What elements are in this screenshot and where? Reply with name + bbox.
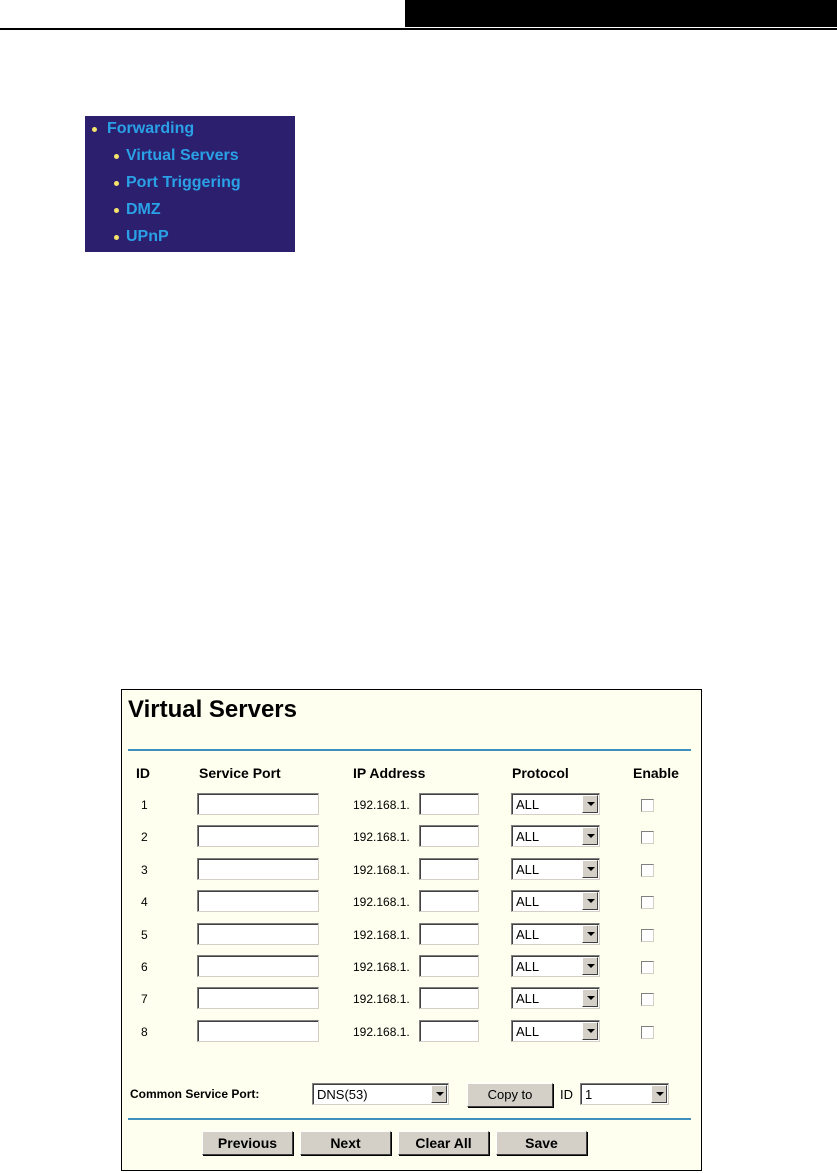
ip-suffix-input[interactable] (419, 987, 479, 1009)
next-button[interactable]: Next (300, 1131, 391, 1155)
protocol-select[interactable] (511, 987, 600, 1009)
enable-checkbox[interactable] (641, 961, 654, 974)
enable-checkbox[interactable] (641, 1026, 654, 1039)
bullet-icon (114, 208, 119, 213)
service-port-input[interactable] (197, 890, 319, 912)
page-title: Virtual Servers (128, 696, 297, 723)
ip-suffix-input[interactable] (419, 825, 479, 847)
service-port-input[interactable] (197, 825, 319, 847)
chevron-down-icon[interactable] (582, 957, 598, 975)
bullet-icon (114, 181, 119, 186)
copy-to-id-select[interactable] (580, 1083, 669, 1105)
divider (128, 749, 691, 751)
select-value: ALL (516, 959, 540, 974)
header-protocol: Protocol (512, 765, 569, 781)
bullet-icon (114, 154, 119, 159)
row-id: 2 (141, 830, 148, 845)
service-port-input[interactable] (197, 923, 319, 945)
chevron-down-icon[interactable] (582, 892, 598, 910)
ip-prefix: 192.168.1. (353, 798, 410, 812)
previous-button[interactable]: Previous (202, 1131, 293, 1155)
bullet-icon (114, 235, 119, 240)
select-value: ALL (516, 894, 540, 910)
protocol-select[interactable] (511, 858, 600, 880)
select-value: ALL (516, 1023, 540, 1039)
ip-prefix: 192.168.1. (353, 830, 410, 845)
service-port-input[interactable] (197, 1020, 319, 1042)
menu-item-label: UPnP (126, 228, 169, 245)
enable-checkbox[interactable] (641, 864, 654, 877)
row-id: 3 (141, 862, 148, 877)
select-value: ALL (516, 861, 540, 877)
chevron-down-icon[interactable] (431, 1085, 447, 1103)
ip-suffix-input[interactable] (419, 793, 479, 815)
ip-prefix: 192.168.1. (353, 960, 410, 974)
chevron-down-icon[interactable] (582, 795, 598, 813)
header-enable: Enable (633, 765, 679, 781)
menu-item-label: Port Triggering (126, 174, 241, 191)
row-id: 6 (141, 960, 148, 974)
enable-checkbox[interactable] (641, 896, 654, 909)
page-header-rule (0, 28, 837, 30)
row-id: 1 (141, 798, 148, 812)
protocol-select[interactable] (511, 955, 600, 977)
table-row (122, 824, 701, 850)
service-port-input[interactable] (197, 955, 319, 977)
protocol-select[interactable] (511, 1020, 600, 1042)
page-header-bar (405, 0, 837, 27)
enable-checkbox[interactable] (641, 993, 654, 1006)
ip-suffix-input[interactable] (419, 923, 479, 945)
common-service-port-label: Common Service Port: (130, 1087, 260, 1101)
ip-prefix: 192.168.1. (353, 927, 410, 942)
header-ip-address: IP Address (353, 765, 426, 781)
protocol-select[interactable] (511, 890, 600, 912)
divider (128, 1118, 691, 1120)
protocol-select[interactable] (511, 923, 600, 945)
ip-prefix: 192.168.1. (353, 895, 410, 910)
table-row (122, 954, 701, 980)
service-port-input[interactable] (197, 793, 319, 815)
select-value: ALL (516, 829, 540, 845)
id-label: ID (560, 1087, 573, 1102)
header-id: ID (136, 765, 150, 781)
ip-prefix: 192.168.1. (353, 1024, 410, 1039)
table-row (122, 986, 701, 1012)
select-value: ALL (516, 991, 540, 1007)
row-id: 7 (141, 992, 148, 1007)
menu-item-port-triggering[interactable] (85, 174, 295, 201)
forwarding-menu (85, 116, 295, 252)
header-service-port: Service Port (199, 765, 281, 781)
ip-suffix-input[interactable] (419, 890, 479, 912)
table-row (122, 922, 701, 948)
row-id: 8 (141, 1024, 148, 1039)
chevron-down-icon[interactable] (582, 989, 598, 1007)
ip-suffix-input[interactable] (419, 955, 479, 977)
enable-checkbox[interactable] (641, 929, 654, 942)
table-row (122, 857, 701, 883)
chevron-down-icon[interactable] (651, 1085, 667, 1103)
select-value: ALL (516, 926, 540, 942)
chevron-down-icon[interactable] (582, 1022, 598, 1040)
virtual-servers-panel (121, 689, 702, 1171)
menu-item-label: DMZ (126, 201, 161, 218)
menu-item-upnp[interactable] (85, 228, 295, 255)
menu-item-dmz[interactable] (85, 201, 295, 228)
menu-item-label: Virtual Servers (126, 147, 239, 164)
menu-item-forwarding[interactable] (85, 120, 295, 147)
select-value: DNS(53) (317, 1087, 368, 1102)
ip-prefix: 192.168.1. (353, 992, 410, 1007)
table-row (122, 889, 701, 915)
protocol-select[interactable] (511, 793, 600, 815)
select-value: ALL (516, 797, 540, 812)
row-id: 5 (141, 927, 148, 942)
enable-checkbox[interactable] (641, 831, 654, 844)
save-button[interactable]: Save (496, 1131, 587, 1155)
ip-prefix: 192.168.1. (353, 862, 410, 877)
table-row (122, 1019, 701, 1045)
ip-suffix-input[interactable] (419, 858, 479, 880)
chevron-down-icon[interactable] (582, 827, 598, 845)
table-row (122, 792, 701, 818)
row-id: 4 (141, 895, 148, 910)
menu-item-virtual-servers[interactable] (85, 147, 295, 174)
copy-to-button[interactable]: Copy to (467, 1083, 553, 1107)
select-value: 1 (585, 1087, 593, 1102)
protocol-select[interactable] (511, 825, 600, 847)
ip-suffix-input[interactable] (419, 1020, 479, 1042)
chevron-down-icon[interactable] (582, 860, 598, 878)
enable-checkbox[interactable] (641, 799, 654, 812)
service-port-input[interactable] (197, 987, 319, 1009)
service-port-input[interactable] (197, 858, 319, 880)
chevron-down-icon[interactable] (582, 925, 598, 943)
menu-item-label: Forwarding (107, 120, 195, 137)
clear-all-button[interactable]: Clear All (398, 1131, 489, 1155)
bullet-icon (92, 127, 97, 132)
common-service-port-select[interactable] (312, 1083, 449, 1105)
